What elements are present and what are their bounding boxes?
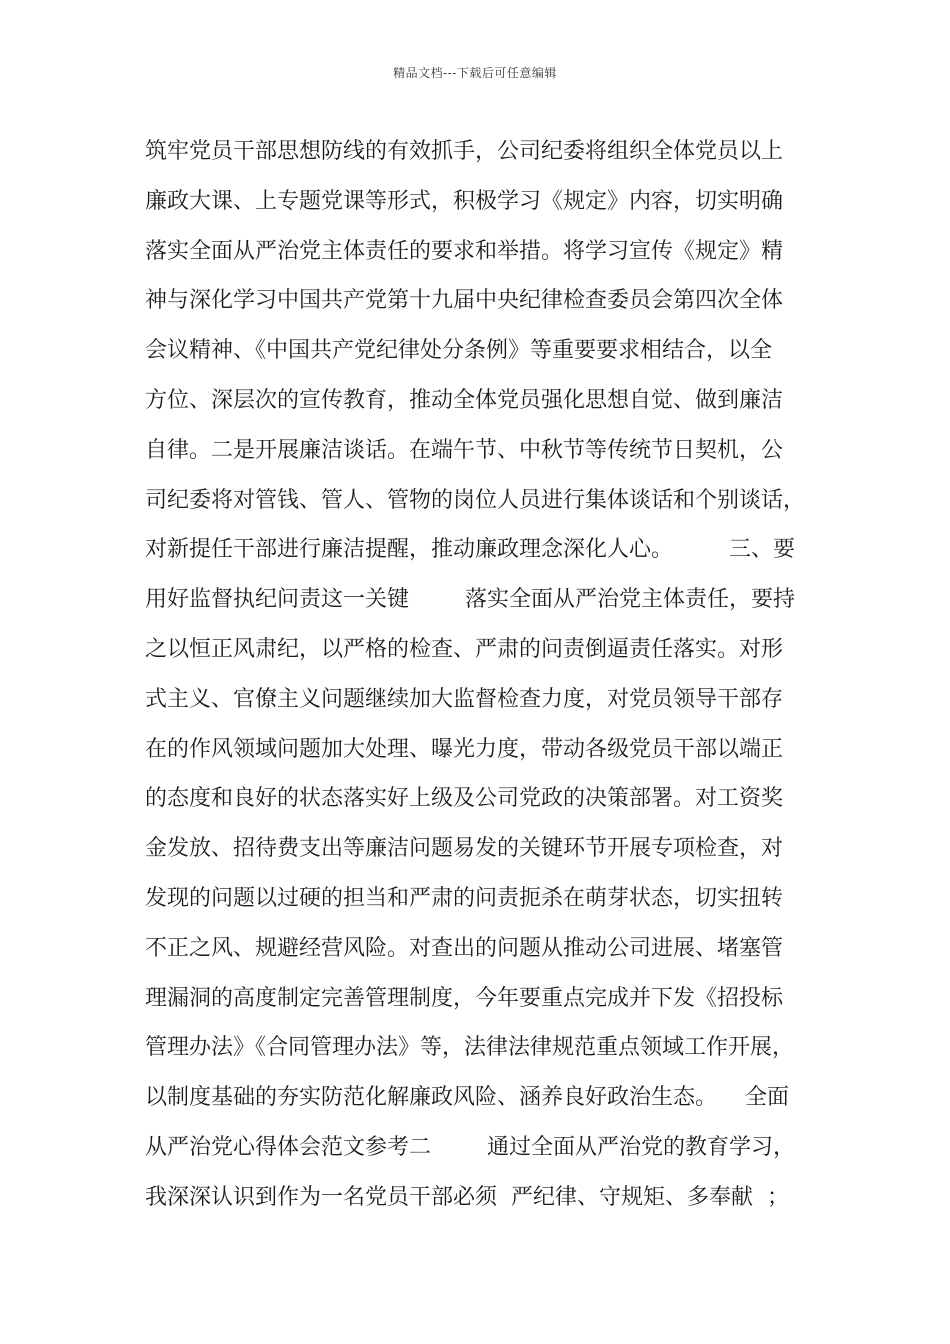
text-line: 方位、深层次的宣传教育，推动全体党员强化思想自觉、做到廉洁 [145, 387, 784, 413]
text-line: 廉政大课、上专题党课等形式，积极学习《规定》内容，切实明确 [145, 188, 784, 214]
text-line: 落实全面从严治党主体责任的要求和举措。将学习宣传《规定》精 [145, 238, 784, 264]
text-line: 对新提任干部进行廉洁提醒，推动廉政理念深化人心。 三、要 [145, 537, 795, 563]
text-line: 会议精神、《中国共产党纪律处分条例》等重要要求相结合，以全 [145, 338, 773, 364]
text-line: 不正之风、规避经营风险。对查出的问题从推动公司进展、堵塞管 [145, 935, 784, 961]
text-line: 的态度和良好的状态落实好上级及公司党政的决策部署。对工资奖 [145, 786, 784, 812]
text-line: 司纪委将对管钱、管人、管物的岗位人员进行集体谈话和个别谈话， [145, 487, 806, 513]
text-line: 以制度基础的夯实防范化解廉政风险、涵养良好政治生态。 全面 [145, 1085, 789, 1111]
text-line: 管理办法》《合同管理办法》等，法律法律规范重点领域工作开展， [145, 1035, 795, 1061]
text-line: 用好监督执纪问责这一关键 落实全面从严治党主体责任，要持 [145, 587, 795, 613]
text-line: 筑牢党员干部思想防线的有效抓手，公司纪委将组织全体党员以上 [145, 139, 784, 164]
text-line: 式主义、官僚主义问题继续加大监督检查力度，对党员领导干部存 [145, 686, 784, 712]
text-line: 我深深认识到作为一名党员干部必须 严纪律、守规矩、多奉献 ； [145, 1184, 789, 1210]
text-line: 发现的问题以过硬的担当和严肃的问责扼杀在萌芽状态，切实扭转 [145, 885, 784, 911]
text-line: 自律。二是开展廉洁谈话。在端午节、中秋节等传统节日契机，公 [145, 437, 784, 463]
text-line: 神与深化学习中国共产党第十九届中央纪律检查委员会第四次全体 [145, 288, 784, 314]
text-line: 理漏洞的高度制定完善管理制度，今年要重点完成并下发《招投标 [145, 985, 784, 1011]
body-text [145, 127, 825, 1223]
text-line: 之以恒正风肃纪，以严格的检查、严肃的问责倒逼责任落实。对形 [145, 636, 784, 662]
text-line: 金发放、招待费支出等廉洁问题易发的关键环节开展专项检查，对 [145, 836, 784, 862]
text-line: 从严治党心得体会范文参考二 通过全面从严治党的教育学习， [145, 1134, 795, 1160]
page-header: 精品文档---下载后可任意编辑 [393, 66, 557, 80]
text-line: 在的作风领域问题加大处理、曝光力度，带动各级党员干部以端正 [145, 736, 784, 762]
